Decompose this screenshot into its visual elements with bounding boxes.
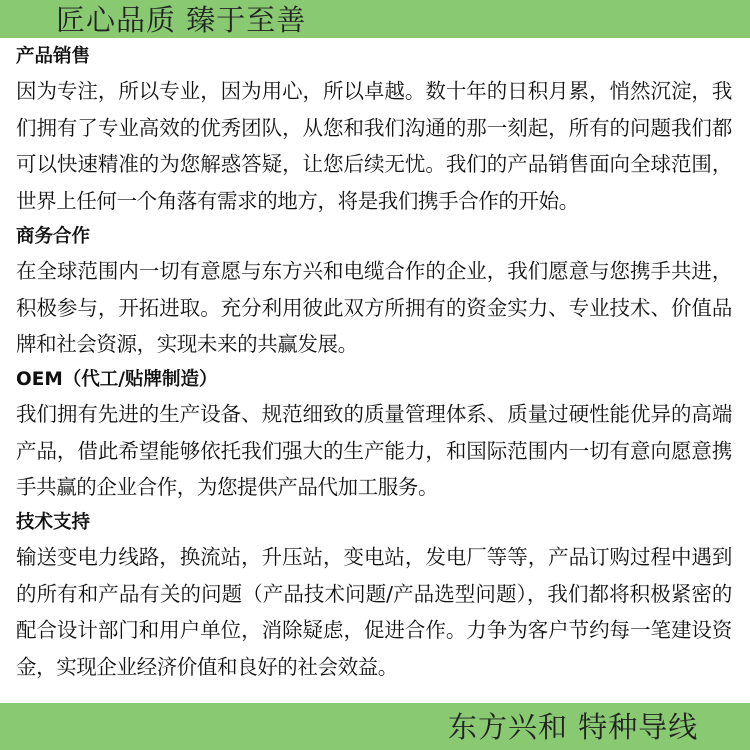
footer-slogan: 东方兴和 特种导线: [448, 710, 699, 744]
section-body: 我们拥有先进的生产设备、规范细致的质量管理体系、质量过硬性能优异的高端产品，借此希望能够依托我们强大的生产能力，和国际范围内一切有意向愿意携手共赢的企业合作，为您提供产品代加工服务。: [16, 401, 732, 500]
section-business-cooperation: [16, 220, 732, 363]
section-oem: [16, 363, 732, 506]
section-body: 因为专注，所以专业，因为用心，所以卓越。数十年的日积月累，悄然沉淀，我们拥有了专业高效的优秀团队，从您和我们沟通的那一刻起，所有的问题我们都可以快速精准的为您解惑答疑，让您后续无忧。我们的产品销售面向全球范围，世界上任何一个角落有需求的地方，将是我们携手合作的开始。: [16, 79, 732, 214]
content: [16, 40, 732, 686]
section-sales: [16, 40, 732, 220]
section-heading: 技术支持: [16, 512, 91, 534]
top-banner: [0, 0, 750, 38]
section-technical-support: [16, 506, 732, 686]
header-slogan: 匠心品质 臻于至善: [56, 3, 307, 37]
bottom-banner: [0, 703, 750, 750]
section-heading: OEM（代工/贴牌制造）: [16, 368, 218, 390]
section-heading: 产品销售: [16, 46, 91, 67]
section-body: 输送变电力线路，换流站，升压站，变电站，发电厂等等，产品订购过程中遇到的所有和产品有关的问题（产品技术问题/产品选型问题），我们都将积极紧密的配合设计部门和用户单位，消除疑虑，促进合作。力争为客户节约每一笔建设资金，实现企业经济价值和良好的社会效益。: [16, 545, 732, 680]
section-heading: 商务合作: [16, 225, 91, 247]
section-body: 在全球范围内一切有意愿与东方兴和电缆合作的企业，我们愿意与您携手共进，积极参与，开拓进取。充分利用彼此双方所拥有的资金实力、专业技术、价值品牌和社会资源，实现未来的共赢发展。: [16, 258, 732, 357]
